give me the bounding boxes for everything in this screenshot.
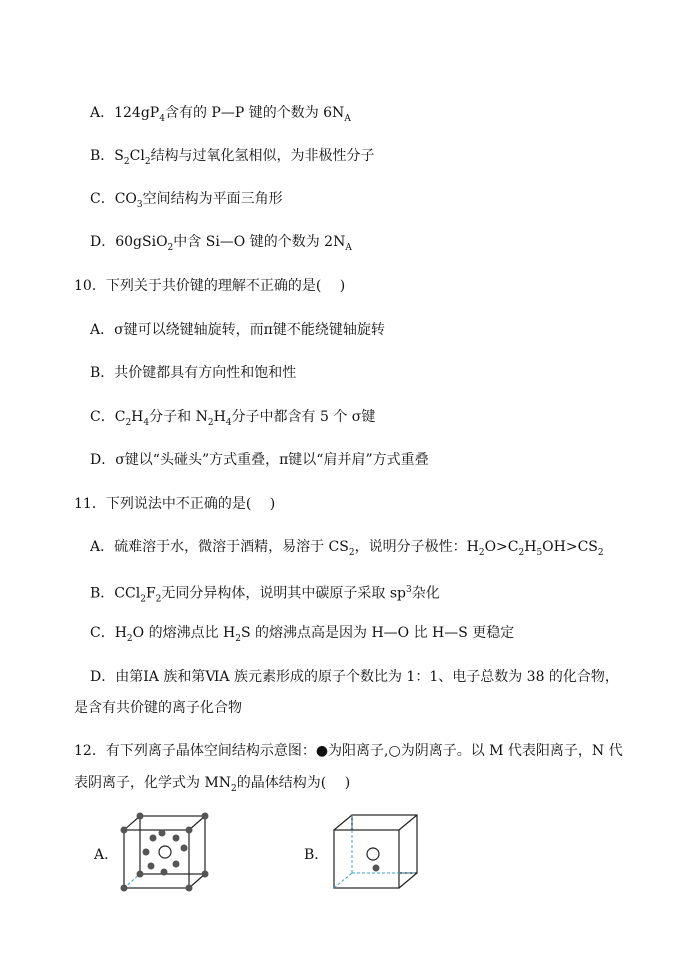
q10-stem: 10．下列关于共价键的理解不正确的是( ) [74, 278, 346, 294]
q12-option-a-crystal-diagram [118, 810, 213, 895]
q10-option-a: A．σ键可以绕键轴旋转，而π键不能绕键轴旋转 [90, 322, 385, 338]
q11-option-d-line2: 是含有共价键的离子化合物 [74, 700, 242, 716]
q12-option-b-label: B． [304, 847, 329, 863]
q9-option-d: D．60gSiO$_2$中含 Si—O 键的个数为 $2N_A$ [90, 234, 352, 253]
q11-stem: 11．下列说法中不正确的是( ) [74, 496, 276, 512]
q11-option-c: C．$H_2O$ 的熔沸点比 $H_2S$ 的熔沸点高是因为 H—O 比 H—S 更稳定 [90, 625, 515, 644]
q10-option-b: B．共价键都具有方向性和饱和性 [90, 365, 297, 381]
q9-option-a: A．$124gP_4$含有的 P—P 键的个数为 $6N_A$ [90, 105, 351, 124]
q12-option-b-crystal-diagram [328, 810, 423, 895]
q11-option-a: A．硫难溶于水，微溶于酒精，易溶于 $CS_2$，说明分子极性：$H_2O>C_2H_5OH>CS_2$ [90, 539, 604, 558]
q9-option-b: B．$S_2Cl_2$结构与过氧化氢相似，为非极性分子 [90, 148, 375, 167]
q10-option-d: D．σ键以“头碰头”方式重叠，π键以“肩并肩”方式重叠 [90, 452, 429, 468]
q11-option-d-line1: D．由第ⅠA 族和第ⅥA 族元素形成的原子个数比为 1：1、电子总数为 38 的化合物， [90, 669, 619, 685]
q11-option-b: B．$CCl_2F_2$无同分异构体，说明其中碳原子采取 $sp^3$杂化 [90, 585, 440, 605]
q10-option-c: C．$C_2H_4$分子和 $N_2H_4$分子中都含有 5 个 σ键 [90, 409, 376, 428]
q12-stem-line2: 表阴离子，化学式为 $MN_2$的晶体结构为( ) [74, 775, 351, 794]
q12-stem-line1: 12．有下列离子晶体空间结构示意图：●为阳离子,○为阴离子。以 M 代表阳离子，N 代 [74, 743, 623, 759]
q9-option-c: C．$CO_3$空间结构为平面三角形 [90, 191, 283, 210]
q12-option-a-label: A． [94, 847, 119, 863]
